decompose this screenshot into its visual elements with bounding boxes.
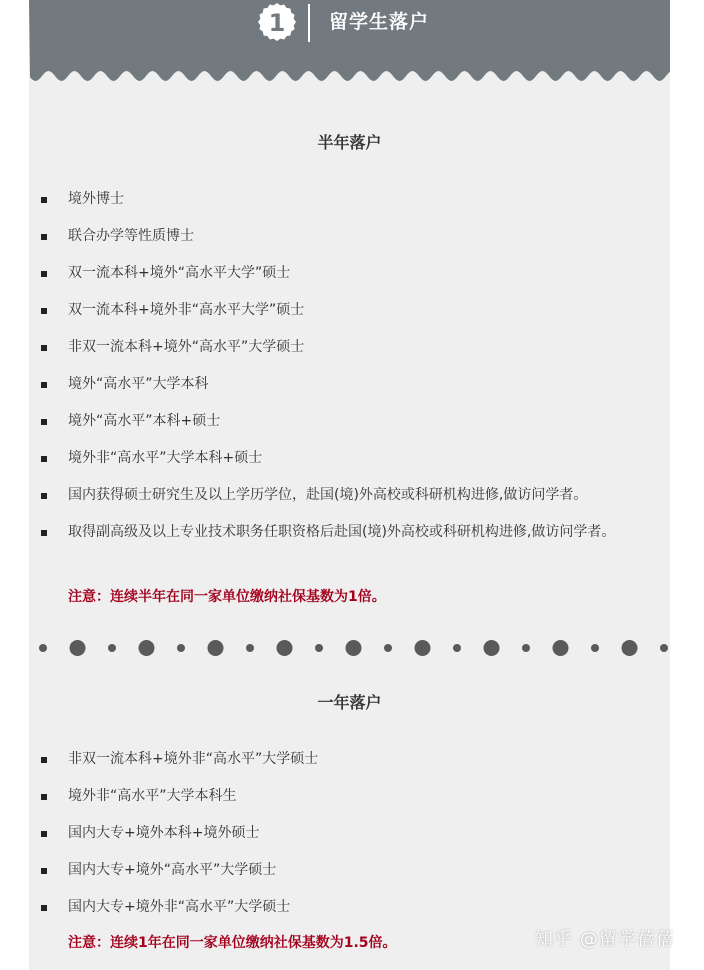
large-dot [139,640,155,656]
large-dot [553,640,569,656]
section-number: 1 [268,9,286,37]
section-title-half-year: 半年落户 [317,133,382,152]
list-item [29,260,670,287]
square-bullet-icon [41,456,47,462]
small-dot [108,644,116,652]
square-bullet-icon [41,419,47,425]
list-item [29,297,670,324]
square-bullet-icon [41,868,47,874]
section-header [29,0,670,100]
list-item [29,482,670,509]
half-year-note: 注意：连续半年在同一家单位缴纳社保基数为1倍。 [68,589,386,605]
small-dot [660,644,668,652]
list-item [29,857,670,884]
list-item-text: 境外博士 [68,191,124,207]
list-item-text: 国内大专+境外非“高水平”大学硕士 [68,899,291,915]
list-item-text: 国内获得硕士研究生及以上学历学位，赴国(境)外高校或科研机构进修,做访问学者。 [68,487,588,503]
list-item-text: 境外“高水平”大学本科 [68,376,209,392]
list-item-text: 境外非“高水平”大学本科生 [68,788,237,804]
large-dot [415,640,431,656]
list-item [29,223,670,250]
list-item [29,820,670,847]
small-dot [591,644,599,652]
zhihu-watermark: 知乎 @留学蓓蓓 [535,929,675,950]
large-dot [622,640,638,656]
square-bullet-icon [41,197,47,203]
list-item-text: 取得副高级及以上专业技术职务任职资格后赴国(境)外高校或科研机构进修,做访问学者。 [68,524,616,540]
large-dot [208,640,224,656]
section-title-one-year: 一年落户 [317,693,382,712]
list-item-text: 国内大专+境外“高水平”大学硕士 [68,862,277,878]
list-item-text: 国内大专+境外本科+境外硕士 [68,825,260,841]
dotted-divider [29,632,670,664]
large-dot [70,640,86,656]
square-bullet-icon [41,905,47,911]
square-bullet-icon [41,794,47,800]
square-bullet-icon [41,234,47,240]
small-dot [246,644,254,652]
square-bullet-icon [41,757,47,763]
list-item [29,445,670,472]
list-item-text: 境外非“高水平”大学本科+硕士 [68,450,263,466]
square-bullet-icon [41,308,47,314]
small-dot [522,644,530,652]
square-bullet-icon [41,345,47,351]
square-bullet-icon [41,382,47,388]
list-item-text: 双一流本科+境外“高水平大学”硕士 [68,265,291,281]
half-year-list [29,186,670,556]
list-item [29,783,670,810]
large-dot [484,640,500,656]
list-item-text: 双一流本科+境外非“高水平大学”硕士 [68,302,305,318]
one-year-note: 注意：连续1年在同一家单位缴纳社保基数为1.5倍。 [68,935,397,951]
one-year-list [29,746,670,931]
list-item [29,371,670,398]
small-dot [453,644,461,652]
list-item [29,746,670,773]
list-item [29,186,670,213]
header-title: 留学生落户 [329,11,430,33]
square-bullet-icon [41,493,47,499]
large-dot [346,640,362,656]
list-item-text: 联合办学等性质博士 [68,228,194,244]
list-item-text: 非双一流本科+境外“高水平”大学硕士 [68,339,305,355]
list-item [29,408,670,435]
small-dot [315,644,323,652]
list-item [29,519,670,546]
small-dot [39,644,47,652]
square-bullet-icon [41,831,47,837]
number-badge [258,3,296,41]
list-item-text: 非双一流本科+境外非“高水平”大学硕士 [68,751,319,767]
square-bullet-icon [41,271,47,277]
list-item [29,894,670,921]
square-bullet-icon [41,530,47,536]
large-dot [277,640,293,656]
header-divider [308,4,310,42]
list-item-text: 境外“高水平”本科+硕士 [68,413,221,429]
small-dot [177,644,185,652]
small-dot [384,644,392,652]
content-card [29,0,670,970]
list-item [29,334,670,361]
